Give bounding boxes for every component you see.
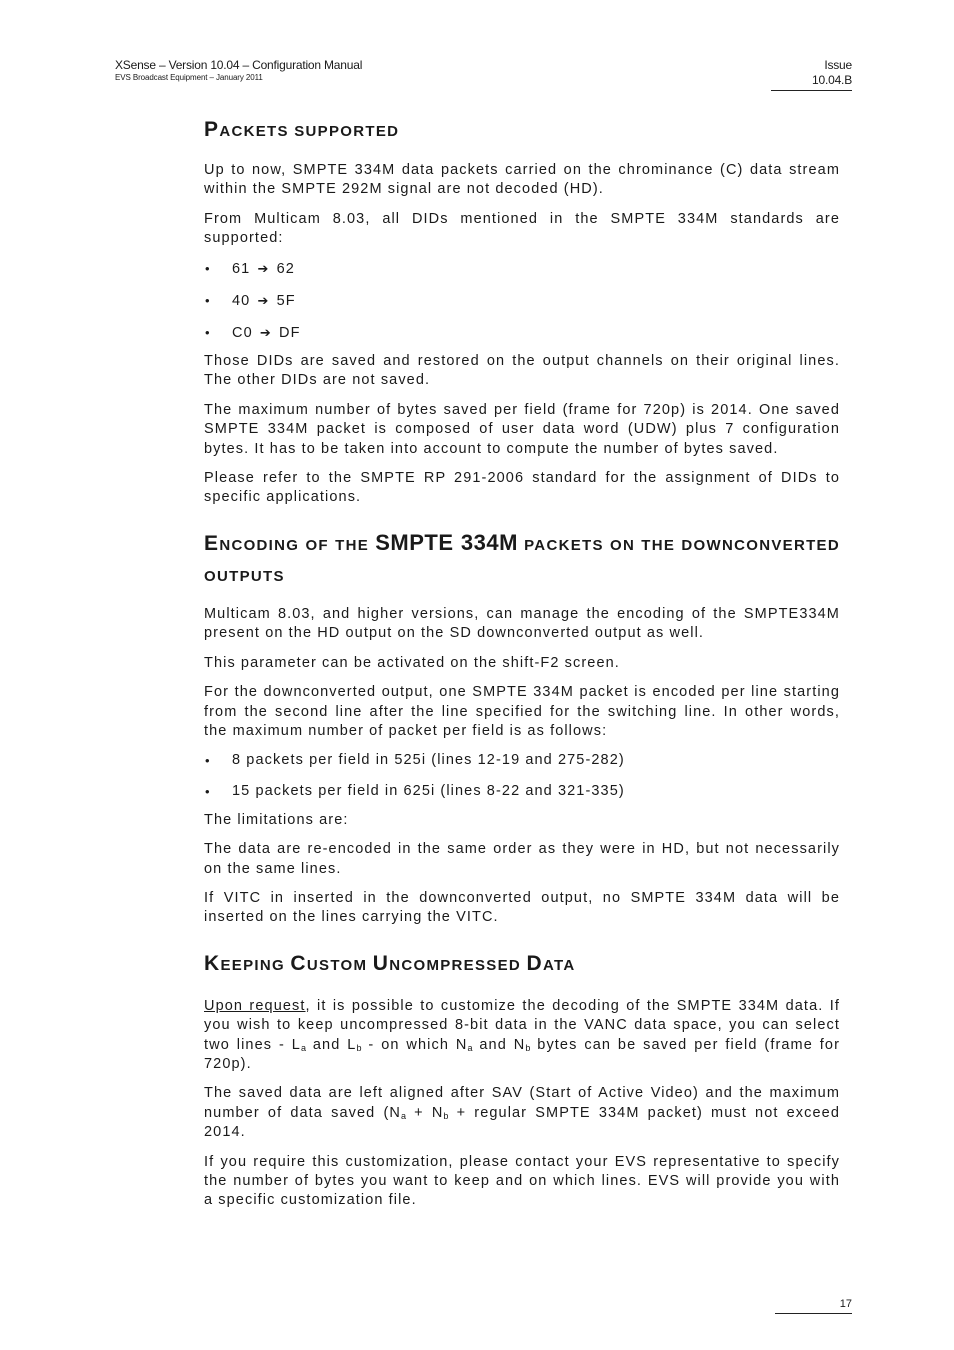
paragraph: From Multicam 8.03, all DIDs mentioned in the SMPTE 334M standards are supported: [204, 210, 840, 247]
bullet-icon: • [205, 784, 211, 800]
list-item: • C0 ➔ DF [205, 324, 301, 341]
bullet-icon: • [205, 292, 211, 308]
bullet-icon: • [205, 753, 211, 769]
document-subtitle: EVS Broadcast Equipment – January 2011 [115, 73, 263, 82]
paragraph: If VITC in inserted in the downconverted output, no SMPTE 334M data will be inserted on the lines carrying the VITC. [204, 889, 840, 926]
bullet-icon: • [205, 324, 211, 340]
page-number: 17 [775, 1297, 852, 1314]
list-item: • 15 packets per field in 625i (lines 8-22 and 321-335) [204, 782, 840, 801]
bullet-icon: • [205, 260, 211, 276]
section-heading-encoding: ENCODING OF THE SMPTE 334M PACKETS ON THE DOWNCONVERTED OUTPUTS [204, 529, 840, 585]
issue-label: Issue [824, 58, 852, 72]
arrow-right-icon: ➔ [259, 324, 272, 340]
page-content [204, 110, 840, 1221]
paragraph: Multicam 8.03, and higher versions, can manage the encoding of the SMPTE334M present on the HD output on the SD downconverted output as well. [204, 605, 840, 642]
list-item: • 8 packets per field in 525i (lines 12-19 and 275-282) [204, 751, 840, 770]
issue-number: 10.04.B [812, 73, 852, 87]
paragraph: The data are re-encoded in the same order as they were in HD, but not necessarily on the same lines. [204, 841, 840, 877]
paragraph: For the downconverted output, one SMPTE 334M packet is encoded per line starting from the second line after the line specified for the switching line. In other words, the maximum number of packet per field is as follows: [204, 684, 840, 739]
paragraph: This parameter can be activated on the shift-F2 screen. [204, 654, 620, 671]
paragraph: Upon request, it is possible to customize the decoding of the SMPTE 334M data. If you wish to keep uncompressed 8-bit data in the VANC data space, you can select two lines - $L_a$ and $L_b$ - on which $N_a$ and $N_b$ bytes can be saved per field (frame for 720p). [204, 997, 841, 1072]
paragraph: If you require this customization, please contact your EVS representative to specify the number of bytes you want to keep and on which lines. EVS will provide you with a specific customization file. [204, 1153, 840, 1209]
list-item: • 40 ➔ 5F [205, 292, 296, 309]
did-range-list [204, 259, 840, 343]
section-heading-keeping-custom-data: KEEPING CUSTOM UNCOMPRESSED DATA [204, 951, 576, 975]
list-item: • 61 ➔ 62 [205, 260, 295, 277]
paragraph: Those DIDs are saved and restored on the output channels on their original lines. The other DIDs are not saved. [204, 353, 840, 389]
arrow-right-icon: ➔ [257, 260, 270, 276]
page-header-left [115, 58, 362, 83]
paragraph: The saved data are left aligned after SAV (Start of Active Video) and the maximum number of data saved ($N_a + N_b$ + regular SMPTE 334M packet) must not exceed 2014. [204, 1085, 840, 1141]
paragraph: The limitations are: [204, 811, 349, 828]
section-heading-packets-supported: PACKETS SUPPORTED [204, 118, 400, 141]
paragraph: Up to now, SMPTE 334M data packets carried on the chrominance (C) data stream within the SMPTE 292M signal are not decoded (HD). [204, 162, 840, 198]
page-header-right [771, 58, 852, 91]
document-title: XSense – Version 10.04 – Configuration Manual [115, 58, 363, 72]
packet-limit-list [204, 751, 840, 801]
arrow-right-icon: ➔ [257, 292, 270, 308]
paragraph: The maximum number of bytes saved per field (frame for 720p) is 2014. One saved SMPTE 334M packet is composed of user data word (UDW) plus 7 configuration bytes. It has to be taken into account to compute the number of bytes saved. [204, 401, 840, 457]
paragraph: Please refer to the SMPTE RP 291-2006 standard for the assignment of DIDs to specific applications. [204, 470, 840, 506]
upon-request-text: Upon request [204, 997, 306, 1014]
